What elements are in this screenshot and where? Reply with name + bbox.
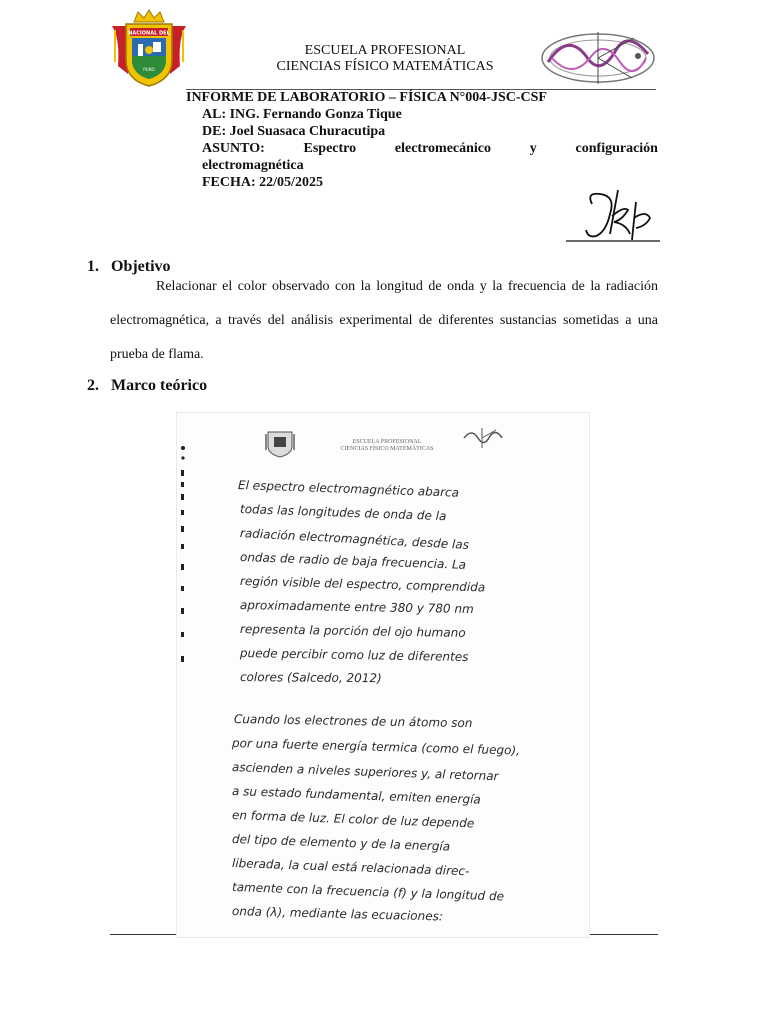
- subject-word: configuración: [575, 141, 658, 156]
- handwritten-line: ascienden a niveles superiores y, al retornar: [231, 760, 499, 784]
- handwritten-line: radiación electromagnética, desde las: [239, 526, 470, 552]
- handwritten-line: tamente con la frecuencia (f) y la longitud de: [231, 880, 505, 904]
- section-title: Objetivo: [111, 258, 171, 275]
- handwritten-line: representa la porción del ojo humano: [239, 622, 466, 640]
- report-date: FECHA: 22/05/2025: [202, 175, 323, 190]
- handwritten-line: aproximadamente entre 380 y 780 nm: [239, 598, 474, 617]
- handwritten-line: puede percibir como luz de diferentes: [239, 646, 469, 664]
- physics-math-emblem: [538, 28, 658, 88]
- section-title: Marco teórico: [111, 377, 208, 394]
- handwritten-line: onda (λ), mediante las ecuaciones:: [231, 904, 444, 924]
- report-recipient: AL: ING. Fernando Gonza Tique: [202, 107, 402, 122]
- subject-label: ASUNTO:: [202, 141, 265, 156]
- svg-text:NACIONAL DEL: NACIONAL DEL: [128, 30, 170, 37]
- handwritten-line: región visible del espectro, comprendida: [239, 574, 486, 595]
- university-shield-logo: [108, 8, 190, 88]
- subject-word: Espectro: [303, 141, 357, 156]
- notes-header-school: [312, 439, 462, 453]
- handwritten-notes-image: [176, 412, 590, 938]
- notes-header-line-1: ESCUELA PROFESIONAL: [352, 439, 422, 445]
- small-shield-logo: [264, 428, 296, 458]
- handwritten-line: del tipo de elemento y de la energía: [231, 832, 451, 854]
- handwritten-line: Cuando los electrones de un átomo son: [233, 712, 473, 731]
- handwritten-line: El espectro electromagnético abarca: [237, 478, 460, 500]
- handwritten-line: todas las longitudes de onda de la: [239, 502, 447, 524]
- section-number: 2.: [87, 377, 99, 394]
- small-emblem: [462, 426, 504, 450]
- section-marco-teorico-heading: [87, 377, 207, 395]
- page-header: [0, 0, 768, 100]
- footer-rule-right: [590, 934, 658, 935]
- subject-first-line: [202, 140, 658, 157]
- notebook-perforation: [178, 418, 188, 678]
- report-title: INFORME DE LABORATORIO – FÍSICA N°004-JSC-CSF: [186, 90, 547, 105]
- handwritten-line: colores (Salcedo, 2012): [239, 670, 382, 686]
- objetivo-paragraph: Relacionar el color observado con la longitud de onda y la frecuencia de la radiación electromagnética, a través del análisis experimental de diferentes sustancias sometidas a una prueba de flama.: [110, 279, 658, 362]
- handwritten-line: en forma de luz. El color de luz depende: [231, 808, 475, 831]
- school-name-line-1: ESCUELA PROFESIONAL: [304, 43, 466, 58]
- subject-continuation: electromagnética: [202, 158, 304, 173]
- school-name-line-2: CIENCIAS FÍSICO MATEMÁTICAS: [276, 59, 494, 74]
- school-name: [230, 43, 540, 75]
- handwritten-line: ondas de radio de baja frecuencia. La: [239, 550, 467, 572]
- handwritten-line: liberada, la cual está relacionada direc-: [231, 856, 470, 879]
- svg-text:PUNO: PUNO: [143, 67, 155, 72]
- subject-word: electromecánico: [394, 141, 492, 156]
- section-number: 1.: [87, 258, 99, 275]
- subject-word: y: [529, 141, 537, 156]
- handwritten-line: a su estado fundamental, emiten energía: [231, 784, 482, 807]
- report-subject: [202, 140, 658, 174]
- handwritten-line: por una fuerte energía termica (como el fuego),: [231, 736, 521, 758]
- notes-header-line-2: CIENCIAS FÍSICO MATEMÁTICAS: [340, 446, 434, 452]
- footer-rule-left: [110, 934, 176, 935]
- handwritten-signature: [566, 184, 662, 244]
- report-author: DE: Joel Suasaca Churacutipa: [202, 124, 386, 139]
